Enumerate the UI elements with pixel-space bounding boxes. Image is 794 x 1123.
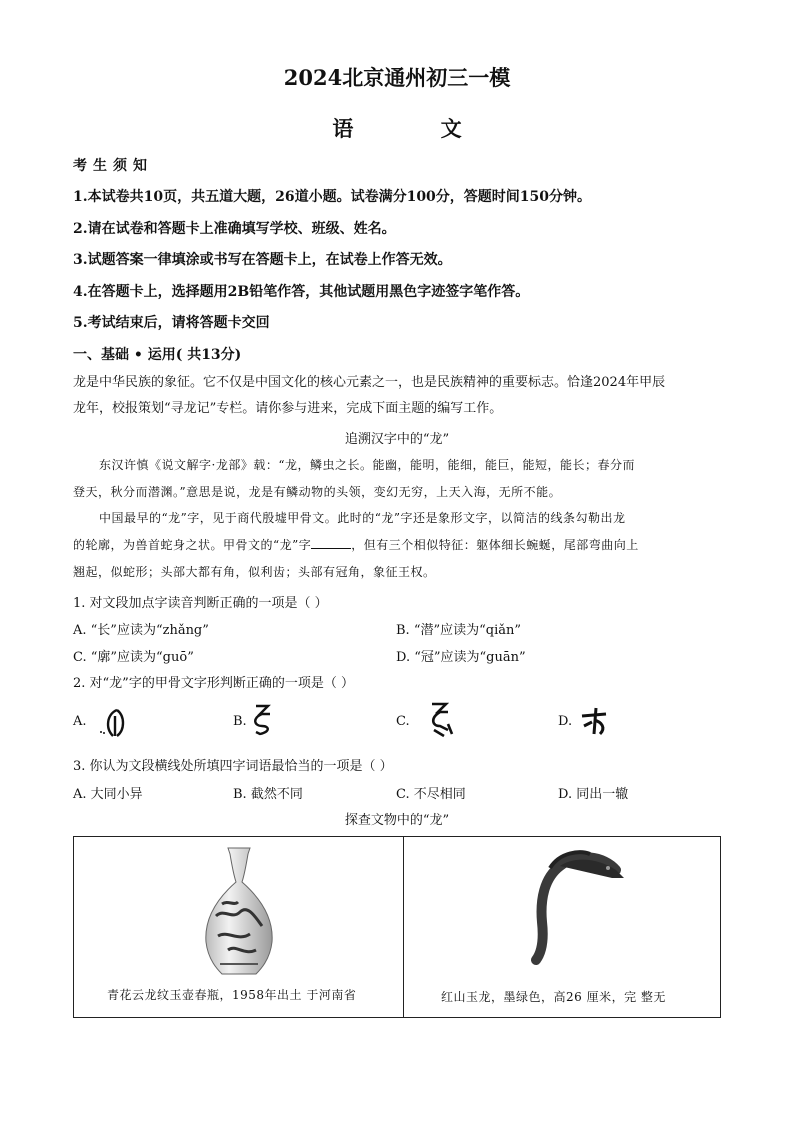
oracle-glyph-b-icon xyxy=(248,702,278,738)
table-divider xyxy=(403,836,404,1018)
passage-paragraph-1 xyxy=(73,452,723,506)
oracle-glyph-d-icon xyxy=(578,704,612,738)
q3-option-c[interactable]: C. 不尽相同 xyxy=(396,787,466,802)
passage-line: 翘起，似蛇形；头部大都有角，似利齿；头部有冠角，象征王权。 xyxy=(73,565,436,579)
topic-heading: 追溯汉字中的“龙” xyxy=(344,432,450,447)
oracle-glyph-c-icon xyxy=(424,700,458,740)
q1-option-c[interactable]: C. “廓”应读为“guō” xyxy=(73,650,194,665)
passage-line: 中国最早的“龙”字，见于商代殷墟甲骨文。此时的“龙”字还是象形文字，以简洁的线条勾勒出龙 xyxy=(99,511,626,525)
relic-caption-right: 红山玉龙，墨绿色，高26 厘米，完 整无 xyxy=(441,990,666,1004)
q1-option-a[interactable]: A. “长”应读为“zhǎng” xyxy=(73,623,209,638)
notice-item: 5.考试结束后，请将答题卡交回 xyxy=(73,315,270,331)
notice-heading: 考生须知 xyxy=(73,158,153,174)
q2-option-c[interactable]: C. xyxy=(396,714,410,729)
q2-option-d[interactable]: D. xyxy=(558,714,573,729)
vase-image xyxy=(198,846,280,976)
intro-text xyxy=(73,370,723,422)
subject-title: 语 文 xyxy=(332,116,502,141)
passage-line: 的轮廓，为兽首蛇身之状。甲骨文的“龙”字 ，但有三个相似特征：躯体细长蜿蜒，尾部弯曲向上 xyxy=(73,538,639,552)
q2-option-a[interactable]: A. xyxy=(73,714,87,729)
notice-item: 1.本试卷共10页，共五道大题，26道小题。试卷满分100分，答题时间150分钟。 xyxy=(73,189,592,205)
q1-option-b[interactable]: B. “潜”应读为“qiǎn” xyxy=(396,623,522,638)
q3-option-a[interactable]: A. 大同小异 xyxy=(73,787,143,802)
q3-option-d[interactable]: D. 同出一辙 xyxy=(558,787,629,802)
passage-paragraph-2 xyxy=(73,505,723,586)
q2-option-b[interactable]: B. xyxy=(233,714,247,729)
topic-heading-2: 探查文物中的“龙” xyxy=(344,813,450,828)
intro-line: 龙是中华民族的象征。它不仅是中国文化的核心元素之一，也是民族精神的重要标志。恰逢2024年甲辰 xyxy=(73,375,666,390)
notice-item: 4.在答题卡上，选择题用2B铅笔作答，其他试题用黑色字迹签字笔作答。 xyxy=(73,284,530,300)
question-2-stem: 2. 对“龙”字的甲骨文字形判断正确的一项是（ ） xyxy=(73,676,354,691)
document-title: 2024北京通州初三一模 xyxy=(283,65,511,90)
section-heading: 一、基础 • 运用( 共13分) xyxy=(73,347,242,363)
relic-caption-left: 青花云龙纹玉壶春瓶，1958年出土 于河南省 xyxy=(107,988,357,1002)
notice-item: 2.请在试卷和答题卡上准确填写学校、班级、姓名。 xyxy=(73,221,396,237)
fill-blank xyxy=(311,536,351,549)
question-1-stem: 1. 对文段加点字读音判断正确的一项是（ ） xyxy=(73,596,328,611)
passage-line: 登天，秋分而潜渊。”意思是说，龙是有鳞动物的头领，变幻无穷，上天入海，无所不能。 xyxy=(73,485,562,499)
intro-line: 龙年，校报策划“寻龙记”专栏。请你参与进来，完成下面主题的编写工作。 xyxy=(73,401,503,416)
passage-line: 东汉许慎《说文解字·龙部》载：“龙，鳞虫之长。能幽，能明，能细，能巨，能短，能长；春分而 xyxy=(99,458,635,472)
question-3-stem: 3. 你认为文段横线处所填四字词语最恰当的一项是（ ） xyxy=(73,759,393,774)
jade-dragon-image xyxy=(520,848,630,968)
oracle-glyph-a-icon xyxy=(95,706,135,740)
q3-option-b[interactable]: B. 截然不同 xyxy=(233,787,303,802)
q1-option-d[interactable]: D. “冠”应读为“guān” xyxy=(396,650,526,665)
notice-item: 3.试题答案一律填涂或书写在答题卡上，在试卷上作答无效。 xyxy=(73,252,452,268)
